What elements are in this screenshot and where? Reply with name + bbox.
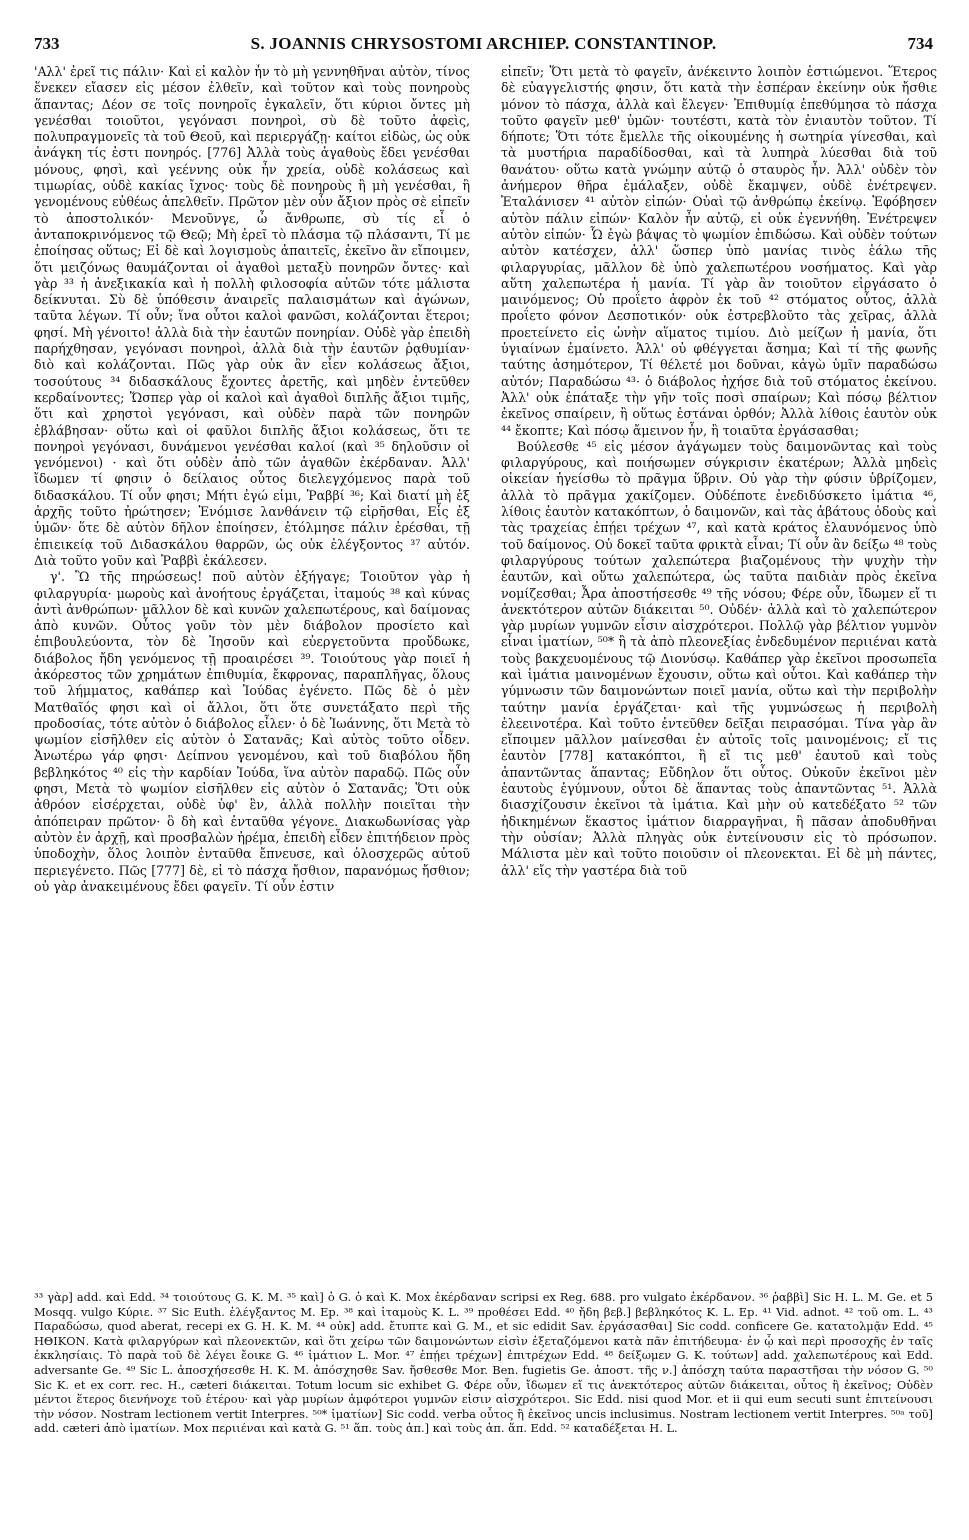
page-number-left: 733 bbox=[34, 34, 60, 53]
footnotes bbox=[34, 1290, 933, 1522]
page-number-right: 734 bbox=[907, 34, 933, 53]
right-paragraph-2: Βούλεσθε ⁴⁵ εἰς μέσον ἀγάγωμεν τοὺς δαιμονῶντας καὶ τοὺς φιλαργύρους, καὶ ποιήσωμεν σύγκρισιν ἑκατέρων; Ἀλλὰ μηδεὶς οἰκείαν ἡγείσθω τὸ πρᾶγμα ὕβριν. Οὐ γὰρ τὴν φύσιν ὑβρίζομεν, ἀλλὰ τὸ πρᾶγμα χακίζομεν. Οὐδέποτε ἐνεδιδύσκετο ἱμάτια ⁴⁶, λίθοις ἑαυτὸν κατακόπτων, ὁ δαιμονῶν, καὶ τὰς ἀβάτους ὁδοὺς καὶ τὰς τραχείας ἐπῄει τρέχων ⁴⁷, καὶ κατὰ κράτος ἐλαυνόμενος ὑπὸ τοῦ δαίμονος. Οὐ δοκεῖ ταῦτα φρικτὰ εἶναι; Τί οὖν ἂν δείξω ⁴⁸ τοὺς φιλαργύρους τούτων χαλεπώτερα βιαζομένους τὴν ψυχὴν τὴν ἑαυτῶν, καὶ οὕτω χαλεπώτερα, ὡς ταῦτα παιδιὰν πρὸς ἐκεῖνα νομίζεσθαι; Ἆρα ἀποστήσεσθε ⁴⁹ τῆς νόσου; Φέρε οὖν, ἴδωμεν εἴ τι ἀνεκτότερον αὐτῶν διάκειται ⁵⁰. Οὐδέν· ἀλλὰ καὶ τὸ χαλεπώτερον γὰρ μυρίων γυμνῶν εἶσιν αἰσχρότεροι. Πολλῷ γὰρ βέλτιον γυμνὸν εἶναι ἱματίων, ⁵⁰* ἢ τὰ ἀπὸ πλεονεξίας ἐνδεδυμένον περιιέναι κατὰ τοὺς βακχευομένους τῷ Διονύσῳ. Καθάπερ γὰρ ἐκεῖνοι προσωπεῖα καὶ ἱμάτια μαινομένων ἔχουσιν, οὕτω καὶ οὗτοι. Καὶ καθάπερ τὴν γύμνωσιν τῶν δαιμονώντων ποιεῖ μανία, οὕτω καὶ τὴν περιβολὴν ταύτην μανία ἐργάζεται· καὶ τῆς γυμνώσεως ἡ περιβολὴ ἐλεεινοτέρα. Καὶ τοῦτο ἐντεῦθεν δεῖξαι πειρασόμαι. Τίνα γὰρ ἂν εἴποιμεν μᾶλλον μαίνεσθαι ἐν αὐτοῖς τοῖς μαινομένοις; εἴ τις ἑαυτὸν [778] κατακόπτοι, ἢ εἴ τις μεθ' ἑαυτοῦ καὶ τοὺς ἀπαντῶντας ἅπαντας; Εὔδηλον ὅτι οὗτος. Οὐκοῦν ἐκεῖνοι μὲν ἑαυτοὺς ἐγύμνουν, οὗτοι δὲ ἅπαντας τοὺς ἀπαντῶντας ⁵¹. Ἀλλὰ διασχίζουσιν ἐκεῖνοι τὰ ἱμάτια. Καὶ μὴν οὐ κατεδέξατο ⁵² τῶν ἠδικημένων ἕκαστος ἱμάτιον διαρραγῆναι, ἢ πᾶσαν ἀποδυθῆναι τὴν οὐσίαν; Ἀλλὰ πληγὰς οὐκ ἐντείνουσιν εἰς τὸ πρόσωπον. Μάλιστα μὲν καὶ τοῦτο ποιοῦσιν οἱ πλεονεκται. Εἰ δὲ μὴ πάντες, ἀλλ' εἴς τὴν γαστέρα διὰ τοῦ bbox=[501, 438, 937, 878]
running-header bbox=[34, 34, 933, 56]
left-paragraph-1: 'Αλλ' ἐρεῖ τις πάλιν· Καὶ εἰ καλὸν ἦν τὸ μὴ γεννηθῆναι αὐτὸν, τίνος ἕνεκεν εἴασεν εἰς μέσον ἐλθεῖν, καὶ τοῦτον καὶ τοὺς πονηροὺς ἅπαντας; Δέον σε τοῖς πονηροῖς ἐγκαλεῖν, ὅτι κύριοι ὄντες μὴ γενέσθαι τοιοῦτοι, γεγόνασι πονηροὶ, σὺ δὲ τοῦτο ἀφεὶς, πολυπραγμονεῖς τὰ τοῦ Θεοῦ, καὶ περιεργάζῃ· καίτοι εἰδὼς, ὡς οὐκ ἀνάγκη τίς ἐστι πονηρός. [776] Ἀλλὰ τοὺς ἀγαθοὺς ἔδει γενέσθαι μόνους, φησὶ, καὶ γεέννης οὐκ ἦν χρεία, οὐδὲ κολάσεως καὶ τιμωρίας, οὐδὲ κακίας ἴχνος· τοὺς δὲ πονηροὺς ἢ μὴ γενέσθαι, ἢ γενομένους εὐθέως ἀπελθεῖν. Πρῶτον μὲν οὖν ἄξιον πρὸς σὲ εἰπεῖν τὸ ἀποστολικόν· Μενοῦνγε, ὦ ἄνθρωπε, σὺ τίς εἶ ὁ ἀνταποκρινόμενος τῷ Θεῷ; Μὴ ἐρεῖ τὸ πλάσμα τῷ πλάσαντι, Τί με ἐποίησας οὕτως; Εἰ δὲ καὶ λογισμοὺς ἀπαιτεῖς, ἐκεῖνο ἂν εἴποιμεν, ὅτι μειζόνως θαυμάζονται οἱ ἀγαθοὶ μεταξὺ πονηρῶν ὄντες· καὶ γὰρ ³³ ἡ ἀνεξικακία καὶ ἡ πολλὴ φιλοσοφία αὐτῶν τότε μάλιστα δείκνυται. Σὺ δὲ ὑπόθεσιν ἀναιρεῖς παλαισμάτων καὶ ἀγώνων, ταῦτα λέγων. Τί οὖν; ἵνα οὗτοι καλοὶ φανῶσι, κολάζονται ἕτεροι; φησί. Μὴ γένοιτο! ἀλλὰ διὰ τὴν ἑαυτῶν πονηρίαν. Οὐδὲ γὰρ ἐπειδὴ παρήχθησαν, γεγόνασι πονηροὶ, ἀλλὰ διὰ τὴν ἑαυτῶν ῥᾳθυμίαν· διὸ καὶ κολάζονται. Πῶς γὰρ οὐκ ἂν εἶεν κολάσεως ἄξιοι, τοσούτους ³⁴ διδασκάλους ἔχοντες ἀρετῆς, καὶ μηδὲν ἐντεῦθεν κερδαίνοντες; Ὥσπερ γὰρ οἱ καλοὶ καὶ ἀγαθοὶ διπλῆς ἄξιοι τιμῆς, ὅτι καὶ χρηστοὶ γεγόνασι, καὶ οὐδὲν παρὰ τῶν πονηρῶν ἐβλάβησαν· οὕτω καὶ οἱ φαῦλοι διπλῆς ἄξιοι κολάσεως, ὅτι τε πονηροὶ γεγόνασι, δυνάμενοι γενέσθαι καλοί (καὶ ³⁵ δηλοῦσιν οἱ γενόμενοι) · καὶ ὅτι οὐδὲν ἀπὸ τῶν ἀγαθῶν ἐκέρδαναν. Ἀλλ' ἴδωμεν τί φησιν ὁ δείλαιος οὗτος διελεγχόμενος παρὰ τοῦ διδασκάλου. Τί οὖν φησι; Μήτι ἐγώ εἰμι, Ῥαββί ³⁶; Καὶ διατί μὴ ἐξ ἀρχῆς τοῦτο ἠρώτησεν; Ἐνόμισε λανθάνειν τῷ εἰρῆσθαι, Εἷς ἐξ ὑμῶν· ὅτε δὲ αὐτὸν δῆλον ἐποίησεν, ἐτόλμησε πάλιν ἐρέσθαι, τῇ ἐπιεικείᾳ τοῦ Διδασκάλου θαρρῶν, ὡς οὐκ ἐλέγξοντος ³⁷ αὐτόν. Διὰ τοῦτο γοῦν καὶ Ῥαββὶ ἐκάλεσεν. bbox=[34, 64, 470, 568]
right-column bbox=[501, 64, 937, 1286]
left-paragraph-2: γ'. Ὢ τῆς πηρώσεως! ποῦ αὐτὸν ἐξήγαγε; Τοιοῦτον γὰρ ἡ φιλαργυρία· μωροὺς καὶ ἀνοήτους ἐργάζεται, ἰταμούς ³⁸ καὶ κύνας ἀντὶ ἀνθρώπων· μᾶλλον δὲ καὶ κυνῶν χαλεπωτέρους, καὶ δαίμονας ἀπὸ κυνῶν. Οὗτος γοῦν τὸν μὲν διάβολον προσίετο καὶ ἐπιβουλεύοντα, τὸν δὲ Ἰησοῦν καὶ εὐεργετοῦντα προὔδωκε, διάβολος ἤδη γενόμενος τῇ προαιρέσει ³⁹. Τοιούτους γὰρ ποιεῖ ἡ ἀκόρεστος τῶν χρημάτων ἐπιθυμία, ἔκφρονας, παραπλῆγας, ὅλους τοῦ λήμματος, καθάπερ καὶ Ἰούδας ἐγένετο. Πῶς δὲ ὁ μὲν Ματθαῖός φησι καὶ οἱ ἄλλοι, ὅτι ὅτε συνετάξατο περὶ τῆς προδοσίας, τότε αὐτὸν ὁ διάβολος εἶλεν· ὁ δὲ Ἰωάννης, ὅτι Μετὰ τὸ ψωμίον εἰσῆλθεν εἰς αὐτὸν ὁ Σατανᾶς; Καὶ αὐτὸς τοῦτο οἶδεν. Ἀνωτέρω γάρ φησι· Δείπνου γενομένου, καὶ τοῦ διαβόλου ἤδη βεβληκότος ⁴⁰ εἰς τὴν καρδίαν Ἰούδα, ἵνα αὐτὸν παραδῷ. Πῶς οὖν φησι, Μετὰ τὸ ψωμίον εἰσῆλθεν εἰς αὐτὸν ὁ Σατανᾶς; Ὅτι οὐκ ἀθρόον εἰσέρχεται, οὐδὲ ὑφ' ἓν, ἀλλὰ πολλὴν ποιεῖται τὴν ἀπόπειραν πρῶτον· ὃ δὴ καὶ ἐνταῦθα γέγονε. Διακωδωνίσας γὰρ αὐτὸν ἐν ἀρχῇ, καὶ προσβαλὼν ἠρέμα, ἐπειδὴ εἶδεν ἐπιτήδειον πρὸς ὑποδοχὴν, ὅλος λοιπὸν ἐνταῦθα ἔπνευσε, καὶ ὁλοσχερῶς αὐτοῦ περιεγένετο. Πῶς [777] δὲ, εἰ τὸ πάσχα ἤσθιον, παρανόμως ἤσθιον; οὐ γὰρ ἀνακειμένους ἔδει φαγεῖν. Τί οὖν ἐστιν bbox=[34, 569, 470, 894]
right-paragraph-1: εἰπεῖν; Ὅτι μετὰ τὸ φαγεῖν, ἀνέκειντο λοιπὸν ἑστιώμενοι. Ἕτερος δὲ εὐαγγελιστής φησιν, ὅτι κατὰ τὴν ἑσπέραν ἐκείνην οὐκ ἤσθιε μόνον τὸ πάσχα, ἀλλὰ καὶ ἔλεγεν· Ἐπιθυμίᾳ ἐπεθύμησα τὸ πάσχα τοῦτο φαγεῖν μεθ' ὑμῶν· τουτέστι, κατὰ τὸν ἐνιαυτὸν τοῦτον. Τί δήποτε; Ὅτι τότε ἔμελλε τῆς οἰκουμένης ἡ σωτηρία γίνεσθαι, καὶ τὰ μυστήρια παραδίδοσθαι, καὶ τὰ λυπηρὰ λύεσθαι διὰ τοῦ θανάτου· οὕτω κατὰ γνώμην αὐτῷ ὁ σταυρὸς ἦν. Ἀλλ' οὐδὲν τὸν ἀνήμερον θῆρα ἐμάλαξεν, οὐδὲ ἔκαμψεν, οὐδὲ ἐνέτρεψεν. Ἐταλάνισεν ⁴¹ αὐτὸν εἰπών· Οὐαὶ τῷ ἀνθρώπῳ ἐκείνῳ. Ἐφόβησεν αὐτὸν πάλιν εἰπών· Καλὸν ἦν αὐτῷ, εἰ οὐκ ἐγεννήθη. Ἐνέτρεψεν αὐτὸν εἰπών· Ὧ ἐγὼ βάψας τὸ ψωμίον ἐπιδώσω. Καὶ οὐδὲν τούτων αὐτὸν κατέσχεν, ἀλλ' ὥσπερ ὑπὸ μανίας τινὸς ἑάλω τῆς φιλαργυρίας, μᾶλλον δὲ ὑπὸ χαλεπωτέρου νοσήματος. Καὶ γὰρ αὕτη χαλεπωτέρα ἡ μανία. Τί γὰρ ἂν τοιοῦτον εἰργάσατο ὁ μαινόμενος; Οὐ προΐετο ἀφρὸν ἐκ τοῦ ⁴² στόματος οὗτος, ἀλλὰ προΐετο φόνον Δεσποτικόν· οὐκ ἐστρεβλοῦτο τὰς χεῖρας, ἀλλὰ προετείνετο εἰς ὠνὴν αἵματος τιμίου. Διὸ μείζων ἡ μανία, ὅτι ὑγιαίνων ἐμαίνετο. Ἀλλ' οὐ φθέγγεται ἄσημα; Καὶ τί τῆς φωνῆς ταύτης ἀσημότερον, Τί θέλετέ μοι δοῦναι, κἀγὼ ὑμῖν παραδώσω αὐτόν; Παραδώσω ⁴³· ὁ διάβολος ἠχήσε διὰ τοῦ στόματος ἐκείνου. Ἀλλ' οὐκ ἐπάταξε τὴν γῆν τοῖς ποσὶ σπαίρων; Καὶ πόσῳ βέλτιον ἐκεῖνος σπαίρειν, ἢ οὕτως ἑστάναι ὀρθόν; Ἀλλὰ λίθοις ἑαυτὸν οὐκ ⁴⁴ ἔκοπτε; Καὶ πόσῳ ἄμεινον ἦν, ἢ τοιαῦτα ἐργάσασθαι; bbox=[501, 64, 937, 438]
footnotes-text: ³³ γὰρ] add. καὶ Edd. ³⁴ τοιούτους G. K. M. ³⁵ καὶ] ὁ G. ὁ καὶ K. Mox ἐκέρδαναν scripsi ex Reg. 688. pro vulgato ἐκέρδανον. ³⁶ ῥαββὶ] Sic H. L. M. Ge. et 5 Mosqq. vulgo Κύριε. ³⁷ Sic Euth. ἐλέγξαντος M. Ep. ³⁸ καὶ ἰταμοὺς K. L. ³⁹ προθέσει Edd. ⁴⁰ ἤδη βεβ.] βεβληκότος K. L. Ep. ⁴¹ Vid. adnot. ⁴² τοῦ om. L. ⁴³ Παραδώσω, quod aberat, recepi ex G. H. K. M. ⁴⁴ οὐκ] add. ἔτυπτε καὶ G. M., et sic edidit Sav. ἐργάσασθαι] Sic codd. conficere Ge. κατατολμᾷν Edd. ⁴⁵ ΗΘΙΚΟΝ. Κατὰ φιλαργύρων καὶ πλεονεκτῶν, καὶ ὅτι χείρω τῶν δαιμονώντων εἰσὶν ἐξεταζόμενοι κατὰ πᾶν ἐπιτήδευμα· ἐν ᾧ καὶ περὶ προσοχῆς ἐν ταῖς ἐκκλησίαις. Τὸ παρὰ τοῦ δὲ λέγει ἔοικε G. ⁴⁶ ἱμάτιον L. Mor. ⁴⁷ ἐπῄει τρέχων] ἐπιτρέχων Edd. ⁴⁸ δείξωμεν G. K. τούτων] add. χαλεπωτέρους καὶ Edd. adversante Ge. ⁴⁹ Sic L. ἀποσχήσεσθε H. K. M. ἀπόσχησθε Sav. ἤσθεσθε Mor. Ben. fugietis Ge. ἀποστ. τῆς ν.] ἀπόσχη ταύτα παραστῆσαι τὴν νόσον G. ⁵⁰ Sic K. et ex corr. rec. H., cæteri διάκειται. Totum locum sic exhibet G. Φέρε οὖν, ἴδωμεν εἴ τις ἀνεκτότερος αὐτῶν διάκειται, οὗτος ἢ ἐκεῖνος; Οὐδὲν μέντοι ἕτερος διενήνοχε τοῦ ἑτέρου· καὶ γὰρ μυρίων ἀμφότεροι γυμνῶν εἰσιν αἰσχρότεροι. Sic Edd. nisi quod Mor. et ii qui eum secuti sunt ἐπιτείνουσι τὴν νόσον. Nostram lectionem vertit Interpres. ⁵⁰* ἱματίων] Sic codd. verba οὗτος ἢ ἐκεῖνος uncis inclusimus. Nostram lectionem vertit Interpres. ⁵⁰ᵃ τοῦ] add. cæteri ἀπὸ ἱματίων. Mox περιιέναι καὶ κατὰ G. ⁵¹ ἅπ. τοὺς ἀπ.] καὶ τοὺς ἀπ. ἅπ. Edd. ⁵² καταδέξεται H. L. bbox=[34, 1290, 933, 1436]
running-title: S. JOANNIS CHRYSOSTOMI ARCHIEP. CONSTANTINOP. bbox=[250, 34, 717, 53]
left-column bbox=[34, 64, 470, 1286]
